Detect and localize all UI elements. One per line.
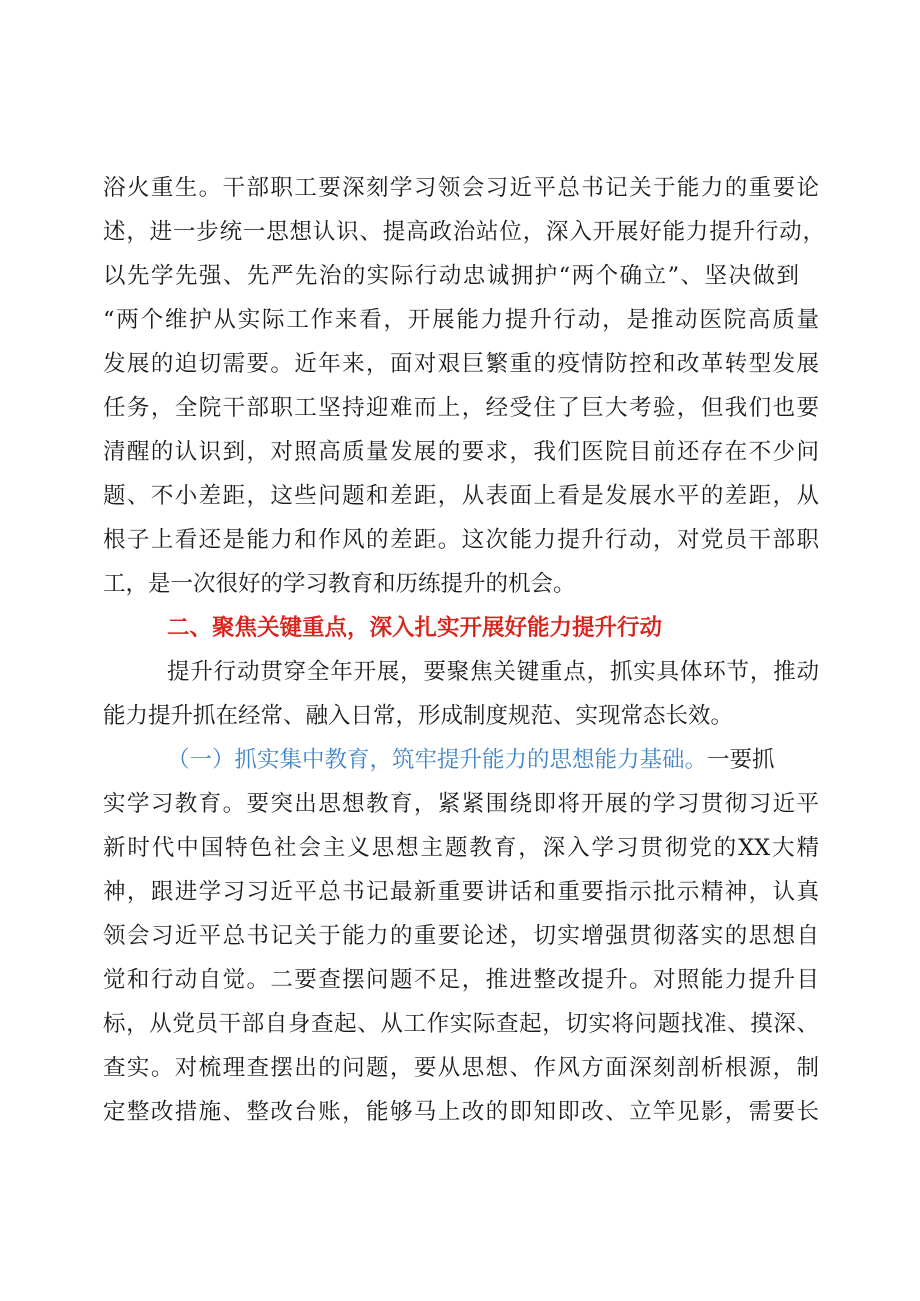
paragraph-line [103, 254, 799, 298]
paragraph-text: 述，进一步统一思想认识、提高政治站位，深入开展好能力提升行动， [103, 219, 825, 245]
paragraph-text: 以先学先强、先严先治的实际行动忠诚拥护“两个确立”、坚决做到 [103, 263, 799, 289]
paragraph-text: 领会习近平总书记关于能力的重要论述，切实增强贯彻落实的思想自 [103, 923, 819, 949]
paragraph-text: 发展的迫切需要。近年来，面对艰巨繁重的疫情防控和改革转型发展 [103, 351, 819, 377]
section-heading-text: 二、聚焦关键重点，深入扎实开展好能力提升行动 [167, 615, 663, 641]
paragraph-text: 浴火重生。干部职工要深刻学习领会习近平总书记关于能力的重要论 [103, 175, 819, 201]
paragraph-line [103, 870, 819, 914]
paragraph-line [167, 650, 819, 694]
paragraph-text: 根子上看还是能力和作风的差距。这次能力提升行动，对党员干部职 [103, 527, 819, 553]
paragraph-line [103, 694, 733, 738]
paragraph-text: 能力提升抓在经常、融入日常，形成制度规范、实现常态长效。 [103, 703, 734, 729]
subsection-heading: （一）抓实集中教育，筑牢提升能力的思想能力基础。 [167, 747, 708, 773]
paragraph-text: 神，跟进学习习近平总书记最新重要讲话和重要指示批示精神，认真 [103, 879, 819, 905]
paragraph-line [103, 1002, 819, 1046]
paragraph-line [103, 386, 819, 430]
paragraph-text: 实学习教育。要突出思想教育，紧紧围绕即将开展的学习贯彻习近平 [103, 791, 819, 817]
paragraph-line [103, 166, 819, 210]
paragraph-line [103, 782, 819, 826]
subsection-rest: 一要抓 [707, 747, 775, 773]
paragraph-line [103, 1090, 819, 1134]
paragraph-line [103, 518, 819, 562]
paragraph-text: 提升行动贯穿全年开展，要聚焦关键重点，抓实具体环节，推动 [167, 659, 819, 685]
paragraph-line [103, 958, 819, 1002]
paragraph-text: 觉和行动自觉。二要查摆问题不足，推进整改提升。对照能力提升目 [103, 967, 819, 993]
paragraph-line [103, 298, 819, 342]
paragraph-text: 定整改措施、整改台账，能够马上改的即知即改、立竿见影，需要长 [103, 1099, 819, 1125]
paragraph-text: 标，从党员干部自身查起、从工作实际查起，切实将问题找准、摸深、 [103, 1011, 819, 1037]
paragraph-line [103, 826, 819, 870]
paragraph-text: 查实。对梳理查摆出的问题，要从思想、作风方面深刻剖析根源，制 [103, 1055, 819, 1081]
paragraph-text: 清醒的认识到，对照高质量发展的要求，我们医院目前还存在不少问 [103, 439, 819, 465]
paragraph-text: 新时代中国特色社会主义思想主题教育，深入学习贯彻党的XX大精 [103, 835, 819, 861]
paragraph-text: “两个维护从实际工作来看，开展能力提升行动，是推动医院高质量 [103, 307, 819, 333]
paragraph-line [103, 914, 819, 958]
paragraph-line [103, 562, 576, 606]
paragraph-text: 题、不小差距，这些问题和差距，从表面上看是发展水平的差距，从 [103, 483, 819, 509]
section-heading [167, 606, 662, 650]
paragraph-line [103, 342, 819, 386]
paragraph-line [103, 210, 825, 254]
paragraph-line [103, 430, 819, 474]
subsection-line [167, 738, 775, 782]
paragraph-text: 工，是一次很好的学习教育和历练提升的机会。 [103, 571, 576, 597]
paragraph-text: 任务，全院干部职工坚持迎难而上，经受住了巨大考验，但我们也要 [103, 395, 819, 421]
paragraph-line [103, 474, 819, 518]
paragraph-line [103, 1046, 819, 1090]
